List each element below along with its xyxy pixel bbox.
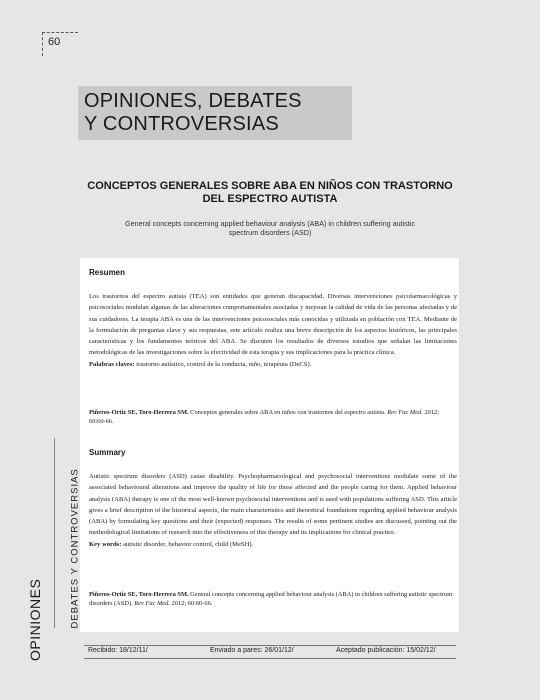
resumen-citation-authors: Piñeros-Ortiz SE, Toro-Herrera SM. — [89, 409, 189, 416]
summary-citation-journal: Rev Fac Med. — [134, 600, 170, 607]
resumen-keywords-label: Palabras claves: — [89, 360, 135, 368]
summary-keywords: autistic disorder, behavior control, child (MeSH). — [121, 540, 254, 548]
resumen-heading: Resumen — [89, 268, 126, 277]
summary-keywords-label: Key words: — [89, 540, 122, 548]
article-title-english-line1: General concepts concerning applied behaviour analysis (ABA) in children suffering autistic — [125, 219, 415, 228]
article-title-spanish-line1: CONCEPTOS GENERALES SOBRE ABA EN NIÑOS CON TRASTORNO — [87, 180, 453, 192]
side-tab-label-opiniones: OPINIONES — [27, 578, 43, 661]
page-number-dash-vertical — [42, 32, 43, 56]
side-tab-divider — [54, 438, 55, 628]
summary-citation — [89, 590, 457, 608]
resumen-citation-text: Conceptos generales sobre ABA en niños con trastornos del espectro autista. — [188, 409, 388, 416]
page-number-marker — [36, 30, 86, 60]
section-title-line2: Y CONTROVERSIAS — [84, 113, 279, 135]
footer-sent-to-peers: Enviado a pares: 26/01/12/ — [210, 647, 294, 654]
article-title-english-line2: spectrum disorders (ASD) — [228, 228, 312, 237]
page-number-dash-top — [42, 32, 78, 33]
side-section-tab — [27, 438, 84, 661]
page-number: 60 — [48, 36, 61, 48]
resumen-body: Los trastornos del espectro autista (TEA) son entidades que generan discapacidad. Diversas intervenciones psicofarmacológicas y psicosociales modulan algunas de las alteraciones comportamentales asociadas y mejoran la calidad de vida de las personas afectadas y de sus cuidadores. La terapia ABA es una de las intervenciones psicosociales más conocidas y utilizada en población con TEA. Mediante de la formulación de preguntas clave y sus respuestas, este artículo realiza una breve descripción de los aspectos históricos, las principales características y los fundamentos teóricos del ABA. Se discuten los resultados de diversos estudios que señalan las limitaciones metodológicas de las investigaciones sobre la efectividad de esta terapia y sus implicaciones para la práctica clínica. — [89, 293, 457, 357]
summary-heading: Summary — [89, 448, 126, 457]
footer-rule-top — [84, 645, 456, 646]
resumen-citation — [89, 408, 457, 426]
resumen-keywords: trastorno autístico, control de la conducta, niño, terapéuta (DeCS). — [134, 360, 312, 368]
summary-body: Autistic spectrum disorders (ASD) cause disability. Psychopharmacological and psychosocial interventions modulate some of the associated behavioural alterations and improve the quality of life for those affected and the people caring for them. Applied behaviour analysis (ABA) therapy is one of the most well-known psychosocial interventions and is used with populations suffering ASD. This article gives a brief description of the historical aspects, the main characteristics and theoretical foundations regarding applied behaviour analysis (ABA) by formulating key questions and their (expected) responses. The results of some pertinent studies are discussed, pointing out the methodological limitations of research into the effectiveness of this therapy and its implications for clinical practice. — [89, 473, 457, 537]
footer-accepted: Aceptado publicación: 15/02/12/ — [336, 647, 436, 654]
side-tab-label-debates: DEBATES Y CONTROVERSIAS — [69, 468, 81, 629]
abstract-box — [80, 258, 459, 632]
article-title-english — [110, 219, 430, 237]
footer-received: Recibido: 18/12/11/ — [88, 647, 148, 654]
summary-paragraph — [89, 471, 457, 550]
article-title-spanish — [78, 180, 462, 206]
resumen-citation-journal: Rev Fac Med. — [387, 409, 423, 416]
summary-citation-authors: Piñeros-Ortiz SE, Toro-Herrera SM. — [89, 591, 189, 598]
section-title — [84, 90, 384, 136]
resumen-citation-tail: 2012; 60:60-66. — [89, 409, 440, 425]
footer-rule-bottom — [84, 658, 456, 659]
section-title-line1: OPINIONES, DEBATES — [84, 90, 302, 112]
summary-citation-text: General concepts concerning applied behaviour analysis (ABA) in children suffering autistic spectrum disorders (ASD). — [89, 591, 453, 607]
resumen-paragraph — [89, 291, 457, 370]
summary-citation-tail: 2012; 60:60-66. — [169, 600, 213, 607]
article-title-spanish-line2: DEL ESPECTRO AUTISTA — [202, 193, 338, 205]
